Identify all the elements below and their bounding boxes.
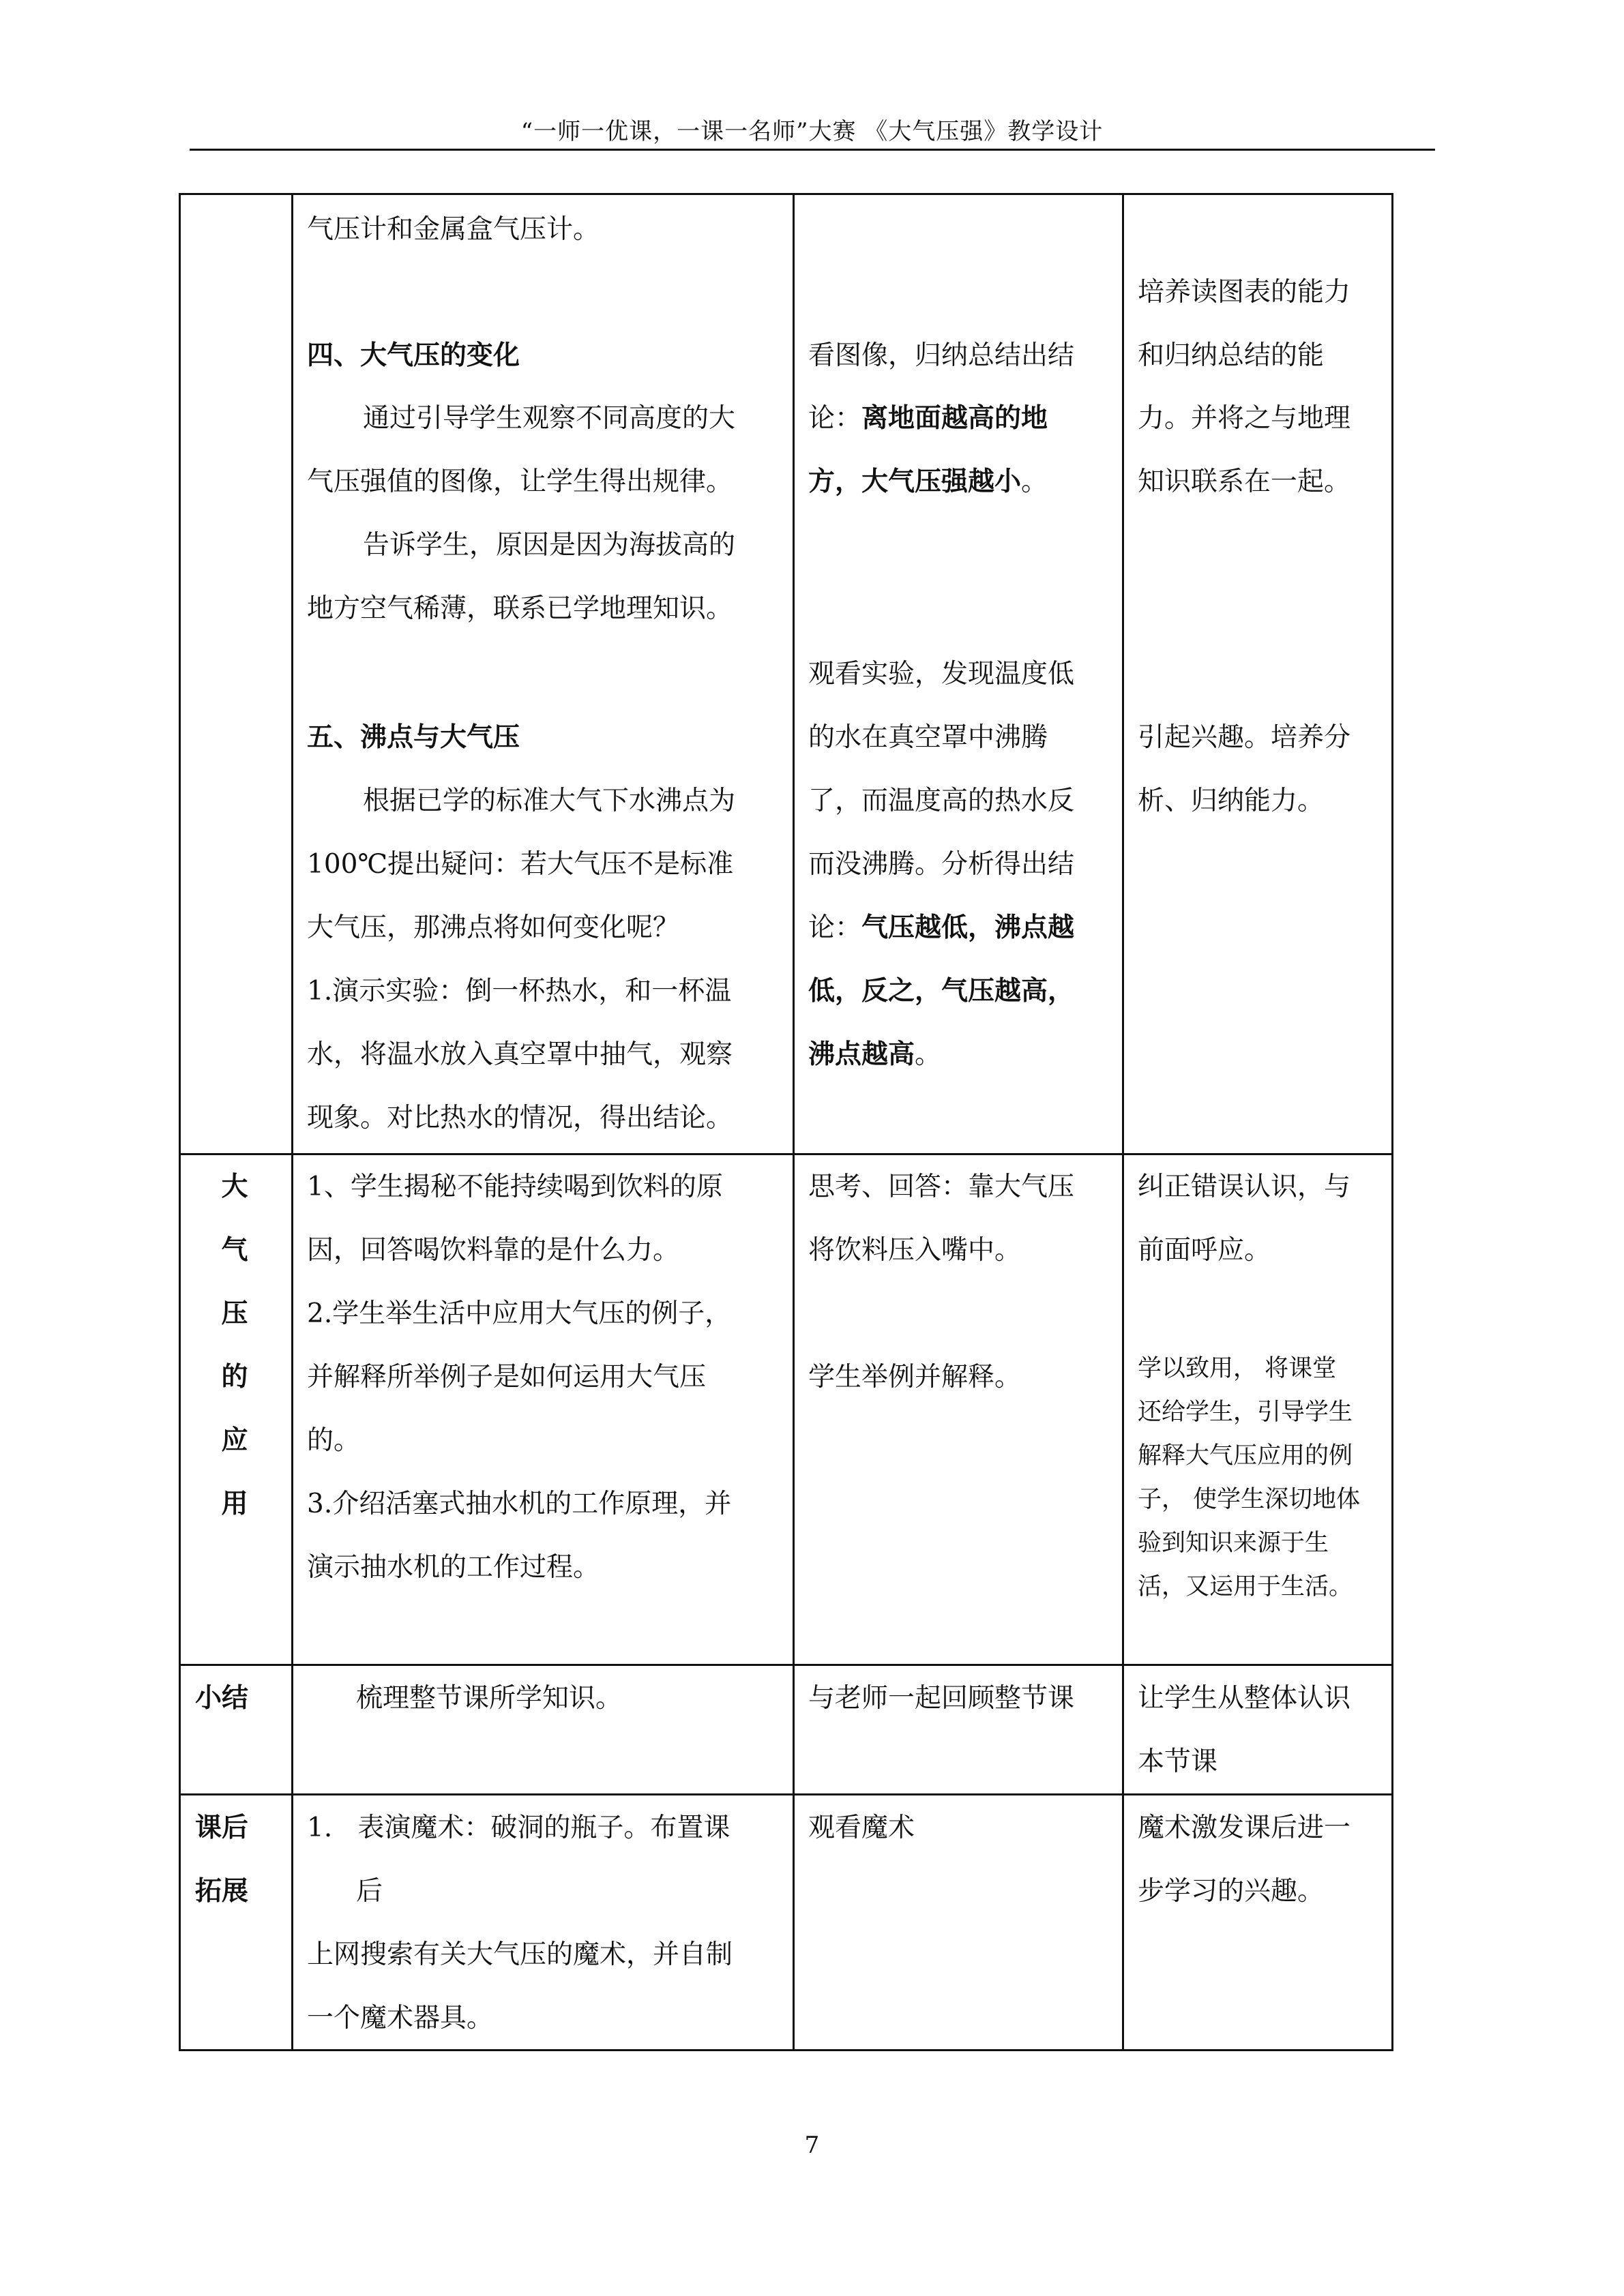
row-label-char: 的 bbox=[221, 1361, 248, 1392]
student-text: 。 bbox=[915, 1039, 942, 1070]
purpose-line: 析、归纳能力。 bbox=[1138, 786, 1325, 816]
student-conclusion: 低，反之，气压越高， bbox=[808, 975, 1075, 1007]
row-label-char: 大 bbox=[221, 1171, 248, 1202]
document-header-title: “一师一优课，一课一名师”大赛 《大气压强》教学设计 bbox=[520, 118, 1104, 145]
student-line: 了，而温度高的热水反 bbox=[808, 786, 1075, 816]
student-line: 的水在真空罩中沸腾 bbox=[808, 722, 1048, 753]
purpose-line: 培养读图表的能力 bbox=[1138, 277, 1351, 308]
teacher-line: 上网搜索有关大气压的魔术，并自制 bbox=[307, 1939, 733, 1970]
row-label: 拓展 bbox=[195, 1875, 249, 1907]
student-line: 与老师一起回顾整节课 bbox=[808, 1683, 1075, 1714]
student-text: 论： bbox=[808, 912, 862, 943]
teacher-line: 气压强值的图像，让学生得出规律。 bbox=[307, 466, 733, 497]
row-label-char: 应 bbox=[221, 1425, 248, 1456]
purpose-line: 引起兴趣。培养分 bbox=[1138, 722, 1351, 753]
student-line: 观看实验，发现温度低 bbox=[808, 659, 1075, 689]
section-heading: 四、大气压的变化 bbox=[307, 340, 520, 371]
student-line bbox=[808, 450, 1048, 513]
purpose-line: 解释大气压应用的例 bbox=[1138, 1442, 1353, 1470]
purpose-line: 和归纳总结的能 bbox=[1138, 340, 1325, 371]
teacher-line: 演示抽水机的工作过程。 bbox=[307, 1552, 600, 1583]
table-divider-1 bbox=[291, 193, 293, 2051]
purpose-line: 纠正错误认识，与 bbox=[1138, 1172, 1351, 1202]
student-line: 看图像，归纳总结出结 bbox=[808, 340, 1075, 371]
section-heading: 五、沸点与大气压 bbox=[307, 721, 520, 753]
purpose-line: 魔术激发课后进一 bbox=[1138, 1813, 1351, 1843]
row-label-char: 气 bbox=[221, 1234, 248, 1266]
student-conclusion: 沸点越高 bbox=[808, 1039, 915, 1070]
teacher-line: 1.演示实验：倒一杯热水，和一杯温 bbox=[307, 976, 732, 1007]
student-line: 观看魔术 bbox=[808, 1813, 915, 1843]
header-rule bbox=[190, 149, 1435, 151]
student-line bbox=[808, 387, 1048, 450]
purpose-line: 本节课 bbox=[1138, 1746, 1218, 1777]
student-conclusion: 方，大气压强越小 bbox=[808, 466, 1022, 497]
table-divider-3 bbox=[1122, 193, 1124, 2051]
row-label-char: 用 bbox=[221, 1488, 248, 1519]
teacher-line: 1、学生揭秘不能持续喝到饮料的原 bbox=[307, 1172, 723, 1202]
teacher-line: 气压计和金属盒气压计。 bbox=[307, 214, 600, 245]
row-divider-2 bbox=[179, 1664, 1393, 1666]
row-label: 课后 bbox=[195, 1812, 249, 1843]
student-line: 将饮料压入嘴中。 bbox=[808, 1235, 1022, 1266]
student-text: 。 bbox=[1021, 466, 1048, 497]
purpose-line: 让学生从整体认识 bbox=[1138, 1683, 1351, 1714]
teacher-line: 一个魔术器具。 bbox=[307, 2003, 494, 2033]
row-label-char: 压 bbox=[221, 1298, 248, 1329]
row-label: 小结 bbox=[195, 1682, 249, 1714]
student-text: 论： bbox=[808, 403, 862, 434]
teacher-line: 的。 bbox=[307, 1425, 361, 1456]
row-divider-3 bbox=[179, 1793, 1393, 1795]
table-border-left bbox=[179, 193, 181, 2051]
purpose-line: 知识联系在一起。 bbox=[1138, 466, 1351, 497]
purpose-line: 活，又运用于生活。 bbox=[1138, 1573, 1353, 1600]
teacher-line: 现象。对比热水的情况，得出结论。 bbox=[307, 1103, 733, 1133]
purpose-line: 力。并将之与地理 bbox=[1138, 403, 1351, 434]
teacher-line: 并解释所举例子是如何运用大气压 bbox=[307, 1362, 707, 1392]
purpose-line: 前面呼应。 bbox=[1138, 1235, 1271, 1266]
teacher-line: 大气压，那沸点将如何变化呢？ bbox=[307, 912, 680, 943]
purpose-line: 还给学生，引导学生 bbox=[1138, 1399, 1353, 1426]
table-border-top bbox=[179, 193, 1393, 195]
teacher-line: 告诉学生，原因是因为海拔高的 bbox=[363, 530, 736, 561]
table-divider-2 bbox=[793, 193, 795, 2051]
teacher-line: 3.介绍活塞式抽水机的工作原理，并 bbox=[307, 1489, 732, 1519]
purpose-line: 验到知识来源于生 bbox=[1138, 1530, 1329, 1557]
teacher-line: 2.学生举生活中应用大气压的例子， bbox=[307, 1298, 732, 1329]
teacher-line: 后 bbox=[356, 1876, 383, 1907]
teacher-line: 地方空气稀薄，联系已学地理知识。 bbox=[307, 593, 733, 624]
teacher-line: 1. 表演魔术：破洞的瓶子。布置课 bbox=[307, 1813, 730, 1843]
student-line bbox=[808, 896, 1074, 959]
student-conclusion: 气压越低，沸点越 bbox=[861, 912, 1075, 943]
teacher-line: 通过引导学生观察不同高度的大 bbox=[363, 403, 736, 434]
student-conclusion: 离地面越高的地 bbox=[861, 402, 1048, 434]
teacher-line: 根据已学的标准大气下水沸点为 bbox=[363, 786, 736, 816]
purpose-line: 步学习的兴趣。 bbox=[1138, 1876, 1325, 1907]
student-line bbox=[808, 1023, 941, 1086]
teacher-line: 水，将温水放入真空罩中抽气，观察 bbox=[307, 1039, 733, 1070]
student-line: 思考、回答：靠大气压 bbox=[808, 1172, 1075, 1202]
teacher-line: 因，回答喝饮料靠的是什么力。 bbox=[307, 1235, 680, 1266]
page-number: 7 bbox=[804, 2132, 820, 2159]
student-line: 学生举例并解释。 bbox=[808, 1362, 1022, 1392]
purpose-line: 子， 使学生深切地体 bbox=[1138, 1486, 1361, 1513]
table-border-right bbox=[1391, 193, 1393, 2051]
purpose-line: 学以致用， 将课堂 bbox=[1138, 1355, 1337, 1382]
teacher-line: 100℃提出疑问：若大气压不是标准 bbox=[307, 849, 734, 880]
teacher-line: 梳理整节课所学知识。 bbox=[356, 1683, 623, 1714]
student-line: 而没沸腾。分析得出结 bbox=[808, 849, 1075, 880]
